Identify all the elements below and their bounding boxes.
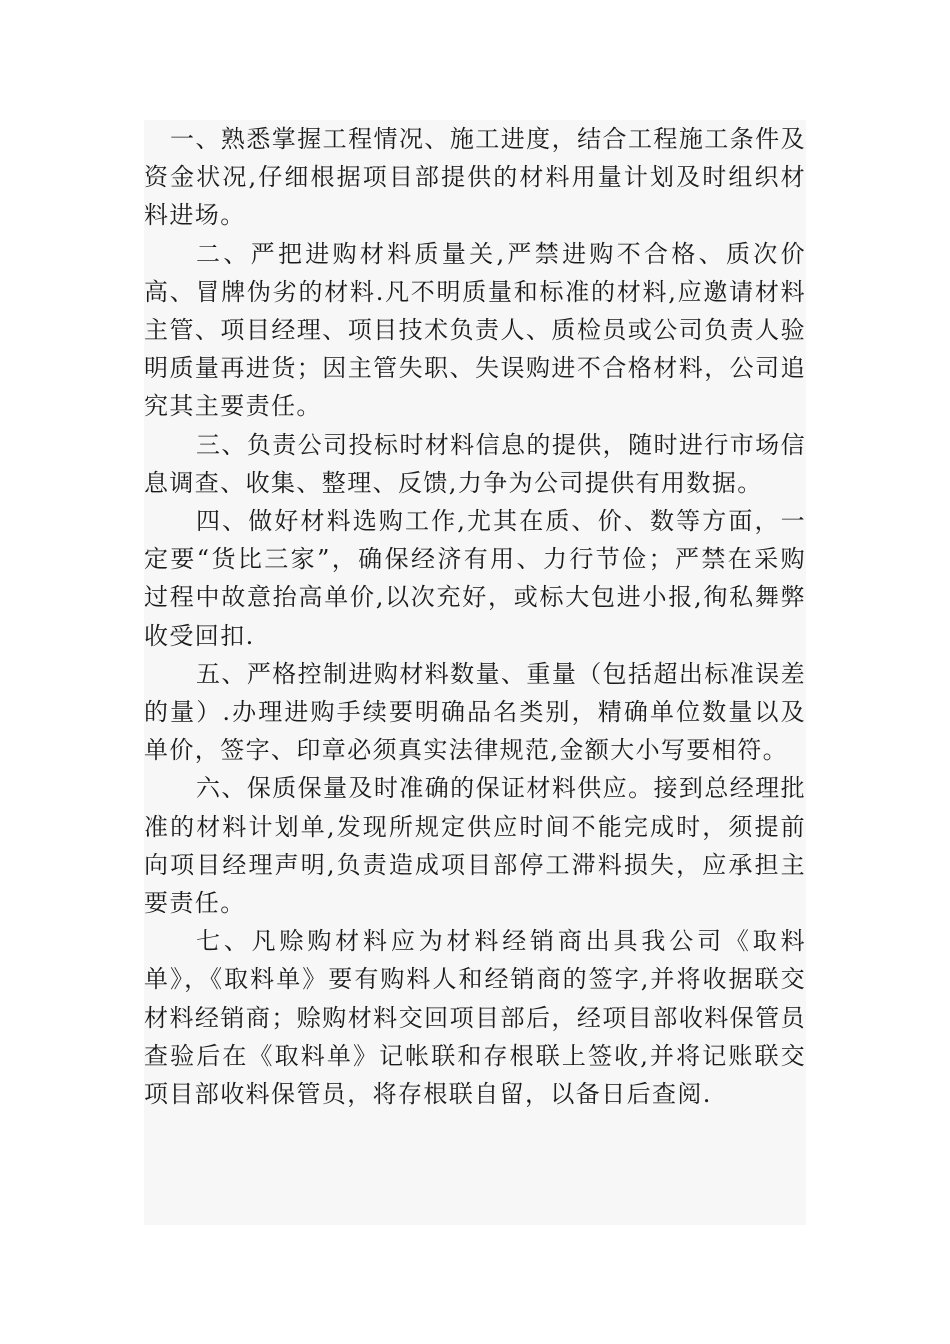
paragraph-3: 三、负责公司投标时材料信息的提供，随时进行市场信息调查、收集、整理、反馈,力争为公司提供有用数据。 [144,430,806,497]
paragraph-6: 六、保质保量及时准确的保证材料供应。接到总经理批准的材料计划单,发现所规定供应时间不能完成时，须提前向项目经理声明,负责造成项目部停工滞料损失，应承担主要责任。 [144,774,806,918]
paragraph-1: 一、熟悉掌握工程情况、施工进度，结合工程施工条件及资金状况,仔细根据项目部提供的材料用量计划及时组织材料进场。 [144,125,806,230]
paragraph-7: 七、凡赊购材料应为材料经销商出具我公司《取料单》，《取料单》要有购料人和经销商的签字,并将收据联交材料经销商；赊购材料交回项目部后，经项目部收料保管员查验后在《取料单》记帐联和存根联上签收,并将记账联交项目部收料保管员，将存根联自留，以备日后查阅. [144,927,806,1109]
paragraph-2: 二、严把进购材料质量关,严禁进购不合格、质次价高、冒牌伪劣的材料.凡不明质量和标准的材料,应邀请材料主管、项目经理、项目技术负责人、质检员或公司负责人验明质量再进货；因主管失职、失误购进不合格材料，公司追究其主要责任。 [144,239,806,421]
paragraph-4: 四、做好材料选购工作,尤其在质、价、数等方面，一定要“货比三家”，确保经济有用、力行节俭；严禁在采购过程中故意抬高单价,以次充好，或标大包进小报,徇私舞弊收受回扣. [144,507,806,650]
document-body [144,120,806,1225]
paragraph-5: 五、严格控制进购材料数量、重量（包括超出标准误差的量）.办理进购手续要明确品名类别，精确单位数量以及单价，签字、印章必须真实法律规范,金额大小写要相符。 [144,659,806,765]
